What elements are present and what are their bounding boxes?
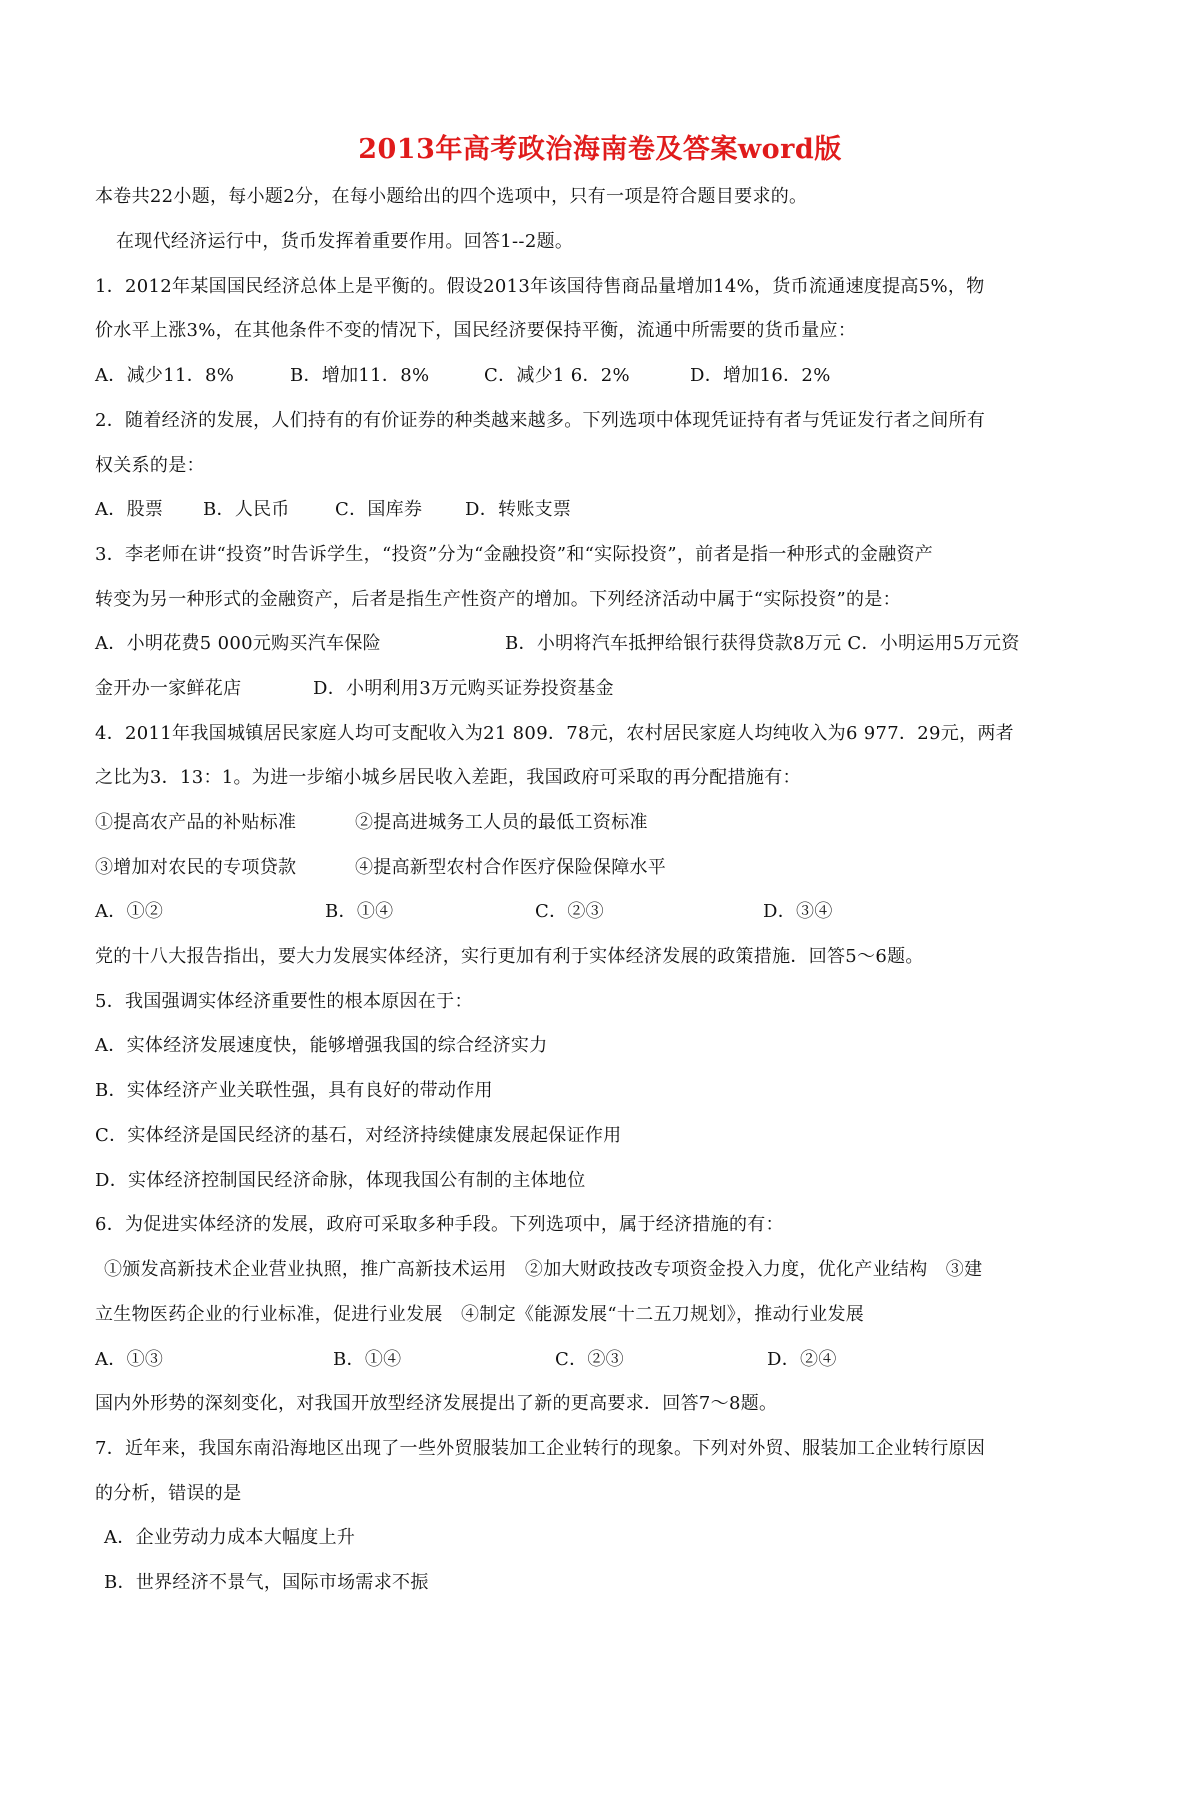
q6-option-c: C．②③: [555, 1349, 624, 1370]
q5-option-a: A．实体经济发展速度快，能够增强我国的综合经济实力: [95, 1035, 548, 1056]
q6-items-line1: ①颁发高新技术企业营业执照，推广高新技术运用 ②加大财政技改专项资金投入力度，优化产业结构 ③建: [104, 1259, 983, 1280]
q4-option-c: C．②③: [535, 901, 604, 922]
q5-option-b: B．实体经济产业关联性强，具有良好的带动作用: [95, 1080, 493, 1101]
q7-stem-line1: 7．近年来，我国东南沿海地区出现了一些外贸服装加工企业转行的现象。下列对外贸、服装加工企业转行原因: [95, 1438, 986, 1459]
q3-stem-line2: 转变为另一种形式的金融资产，后者是指生产性资产的增加。下列经济活动中属于“实际投资”的是：: [95, 589, 901, 610]
q4-item-4: ④提高新型农村合作医疗保险保障水平: [355, 857, 667, 878]
q3-option-d: D．小明利用3万元购买证券投资基金: [313, 678, 614, 699]
section-intro-1: 在现代经济运行中，货币发挥着重要作用。回答1--2题。: [116, 231, 574, 252]
q4-stem-line1: 4．2011年我国城镇居民家庭人均可支配收入为21 809．78元，农村居民家庭人均纯收入为6 977．29元，两者: [95, 723, 1014, 744]
q5-option-c: C．实体经济是国民经济的基石，对经济持续健康发展起保证作用: [95, 1125, 622, 1146]
q3-stem-line1: 3．李老师在讲“投资”时告诉学生，“投资”分为“金融投资”和“实际投资”，前者是指一种形式的金融资产: [95, 544, 934, 565]
q4-item-1: ①提高农产品的补贴标准: [95, 812, 297, 833]
q3-option-b-c: B．小明将汽车抵押给银行获得贷款8万元 C．小明运用5万元资: [505, 633, 1020, 654]
q2-option-c: C．国库券: [335, 499, 423, 520]
q3-option-c-continued: 金开办一家鲜花店: [95, 678, 242, 699]
q7-option-b: B．世界经济不景气，国际市场需求不振: [104, 1572, 429, 1593]
q1-option-b: B．增加11．8%: [290, 365, 430, 386]
q2-stem-line1: 2．随着经济的发展，人们持有的有价证券的种类越来越多。下列选项中体现凭证持有者与凭证发行者之间所有: [95, 410, 986, 431]
q5-stem: 5．我国强调实体经济重要性的根本原因在于：: [95, 991, 473, 1012]
q7-option-a: A．企业劳动力成本大幅度上升: [104, 1527, 356, 1548]
q5-option-d: D．实体经济控制国民经济命脉，体现我国公有制的主体地位: [95, 1170, 586, 1191]
section-intro-3: 国内外形势的深刻变化，对我国开放型经济发展提出了新的更高要求．回答7～8题。: [95, 1393, 778, 1414]
q4-option-d: D．③④: [763, 901, 833, 922]
q2-stem-line2: 权关系的是：: [95, 455, 205, 476]
page-title: 2013年高考政治海南卷及答案word版: [358, 134, 842, 165]
q6-option-a: A．①③: [95, 1349, 164, 1370]
q6-stem: 6．为促进实体经济的发展，政府可采取多种手段。下列选项中，属于经济措施的有：: [95, 1214, 784, 1235]
q7-stem-line2: 的分析，错误的是: [95, 1483, 242, 1504]
q1-option-c: C．减少1 6．2%: [484, 365, 630, 386]
section-intro-2: 党的十八大报告指出，要大力发展实体经济，实行更加有利于实体经济发展的政策措施．回答5～6题。: [95, 946, 924, 967]
intro-text: 本卷共22小题，每小题2分，在每小题给出的四个选项中，只有一项是符合题目要求的。: [95, 186, 808, 207]
q4-item-3: ③增加对农民的专项贷款: [95, 857, 297, 878]
q4-option-a: A．①②: [95, 901, 164, 922]
q2-option-d: D．转账支票: [465, 499, 572, 520]
q4-item-2: ②提高进城务工人员的最低工资标准: [355, 812, 648, 833]
q1-option-a: A．减少11．8%: [95, 365, 235, 386]
q6-items-line2: 立生物医药企业的行业标准，促进行业发展 ④制定《能源发展“十二五刀规划》，推动行业发展: [95, 1304, 865, 1325]
q3-option-a: A．小明花费5 000元购买汽车保险: [95, 633, 381, 654]
q2-option-b: B．人民币: [203, 499, 290, 520]
q1-stem-line1: 1．2012年某国国民经济总体上是平衡的。假设2013年该国待售商品量增加14%，货币流通速度提高5%，物: [95, 276, 985, 297]
q6-option-d: D．②④: [767, 1349, 837, 1370]
q1-option-d: D．增加16．2%: [690, 365, 831, 386]
q6-option-b: B．①④: [333, 1349, 402, 1370]
q1-stem-line2: 价水平上涨3%，在其他条件不变的情况下，国民经济要保持平衡，流通中所需要的货币量应：: [95, 320, 857, 341]
q4-stem-line2: 之比为3．13：1。为进一步缩小城乡居民收入差距，我国政府可采取的再分配措施有：: [95, 767, 801, 788]
q4-option-b: B．①④: [325, 901, 394, 922]
q2-option-a: A．股票: [95, 499, 164, 520]
